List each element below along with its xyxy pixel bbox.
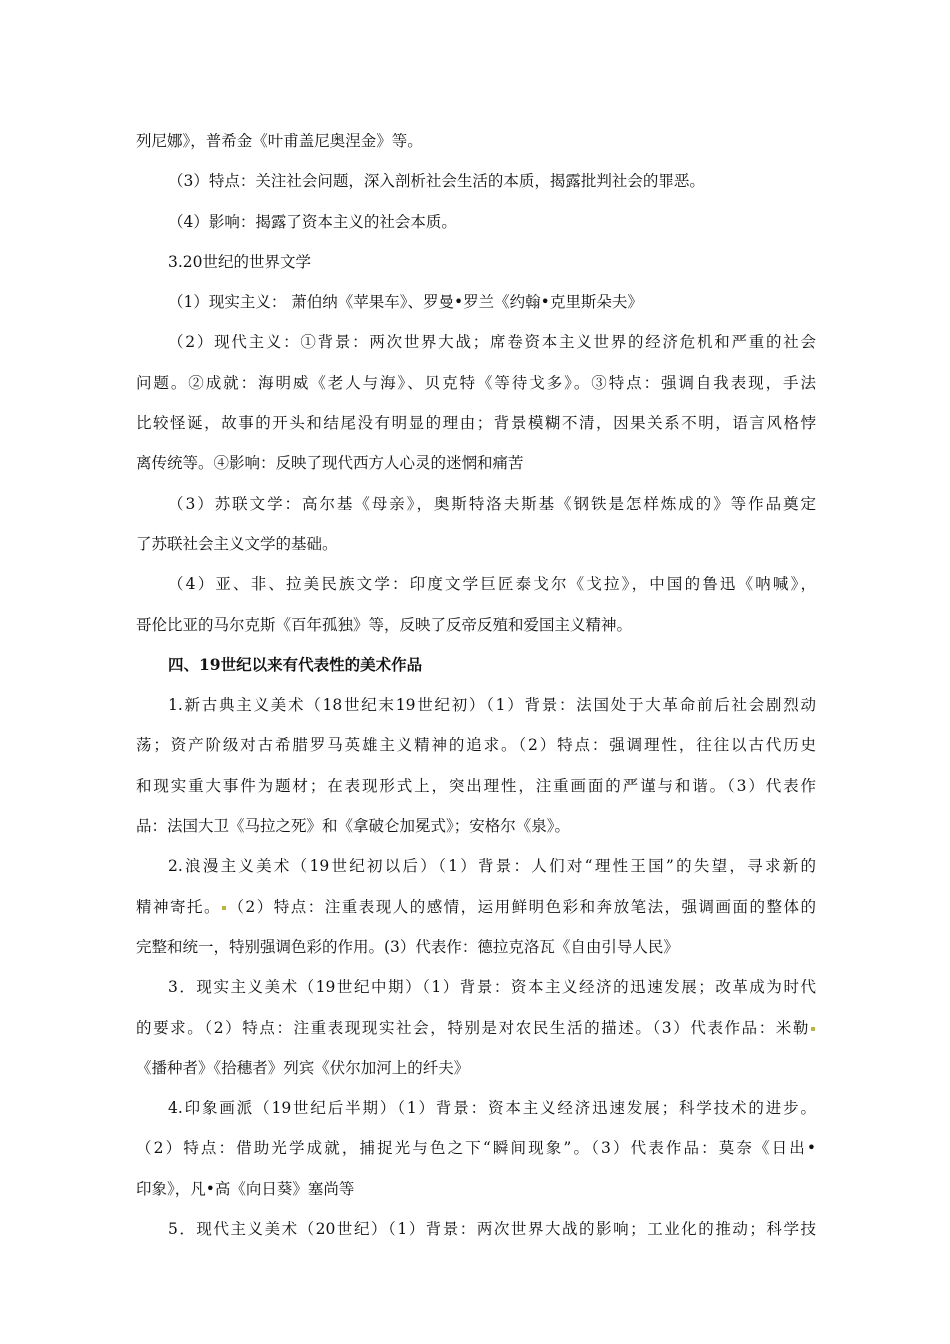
line-text: （4）亚、非、拉美民族文学：印度文学巨匠泰戈尔《戈拉》，中国的鲁迅《呐喊》， (168, 575, 816, 594)
text-line (136, 202, 816, 242)
text-line (136, 1088, 816, 1128)
line-text: 离传统等。④影响：反映了现代西方人心灵的迷惘和痛苦 (136, 454, 524, 473)
text-line (136, 121, 816, 161)
text-line (136, 766, 816, 806)
text-line (136, 887, 816, 927)
text-line (136, 1128, 816, 1168)
line-text: 《播种者》《拾穗者》列宾《伏尔加河上的纤夫》 (136, 1058, 470, 1077)
line-text: 5．现代主义美术（20世纪）（1）背景：两次世界大战的影响；工业化的推动；科学技 (168, 1220, 816, 1239)
text-line (136, 927, 816, 967)
text-line (136, 282, 816, 322)
text-line (136, 363, 816, 403)
text-line (136, 524, 816, 564)
line-text: 2.浪漫主义美术（19世纪初以后）（1）背景：人们对“理性王国”的失望，寻求新的 (168, 857, 816, 876)
text-line (136, 242, 816, 282)
line-text: 3.20世纪的世界文学 (168, 252, 312, 271)
text-line (136, 322, 816, 362)
line-text: 3．现实主义美术（19世纪中期）（1）背景：资本主义经济的迅速发展；改革成为时代 (168, 978, 816, 997)
line-text-continued: （2）特点：注重表现人的感情，运用鲜明色彩和奔放笔法，强调画面的整体的 (226, 897, 816, 916)
line-text: 品：法国大卫《马拉之死》和《拿破仑加冕式》；安格尔《泉》。 (136, 817, 571, 836)
line-text: 1.新古典主义美术（18世纪末19世纪初）（1）背景：法国处于大革命前后社会剧烈动 (168, 696, 816, 715)
line-text: （2）现代主义：①背景：两次世界大战；席卷资本主义世界的经济危机和严重的社会 (168, 333, 816, 352)
text-line (136, 1209, 816, 1249)
line-text: （3）特点：关注社会问题，深入剖析社会生活的本质，揭露批判社会的罪恶。 (168, 172, 705, 191)
line-text: 比较怪诞，故事的开头和结尾没有明显的理由；背景模糊不清，因果关系不明，语言风格悖 (136, 414, 816, 433)
text-line (136, 564, 816, 604)
line-text: 哥伦比亚的马尔克斯《百年孤独》等，反映了反帝反殖和爱国主义精神。 (136, 615, 633, 634)
text-line (136, 605, 816, 645)
line-text: 4.印象画派（19世纪后半期）（1）背景：资本主义经济迅速发展；科学技术的进步。 (168, 1099, 816, 1118)
line-text: 精神寄托。 (136, 897, 221, 916)
text-line (136, 403, 816, 443)
line-text: 四、19世纪以来有代表性的美术作品 (168, 654, 423, 674)
highlight-mark (811, 1027, 815, 1031)
text-line (136, 1169, 816, 1209)
line-text: （4）影响：揭露了资本主义的社会本质。 (168, 212, 457, 231)
text-line (136, 685, 816, 725)
line-text: （2）特点：借助光学成就，捕捉光与色之下“瞬间现象”。（3）代表作品：莫奈《日出• (136, 1139, 816, 1158)
line-text: （3）苏联文学：高尔基《母亲》，奥斯特洛夫斯基《钢铁是怎样炼成的》等作品奠定 (168, 494, 816, 513)
line-text: （1）现实主义： 萧伯纳《苹果车》、罗曼•罗兰《约翰•克里斯朵夫》 (168, 293, 643, 312)
line-text: 问题。②成就：海明威《老人与海》、贝克特《等待戈多》。③特点：强调自我表现，手法 (136, 373, 816, 392)
line-text: 列尼娜》，普希金《叶甫盖尼奥涅金》等。 (136, 132, 423, 150)
highlight-mark (222, 906, 226, 910)
line-text: 荡；资产阶级对古希腊罗马英雄主义精神的追求。（2）特点：强调理性，往往以古代历史 (136, 736, 816, 755)
document-page (136, 121, 816, 1249)
text-line (136, 1048, 816, 1088)
text-line (136, 806, 816, 846)
text-line (136, 484, 816, 524)
line-text: 和现实重大事件为题材；在表现形式上，突出理性，注重画面的严谨与和谐。（3）代表作 (136, 776, 816, 795)
line-text: 完整和统一，特别强调色彩的作用。(3）代表作：德拉克洛瓦《自由引导人民》 (136, 937, 679, 956)
line-text: 了苏联社会主义文学的基础。 (136, 534, 338, 553)
section-heading (136, 645, 816, 685)
text-line (136, 725, 816, 765)
text-line (136, 1008, 816, 1048)
text-line (136, 967, 816, 1007)
text-line (136, 443, 816, 483)
text-line (136, 161, 816, 201)
line-text: 印象》，凡•高《向日葵》塞尚等 (136, 1179, 355, 1198)
line-text: 的要求。（2）特点：注重表现现实社会，特别是对农民生活的描述。（3）代表作品：米勒 (136, 1018, 810, 1037)
text-line (136, 846, 816, 886)
